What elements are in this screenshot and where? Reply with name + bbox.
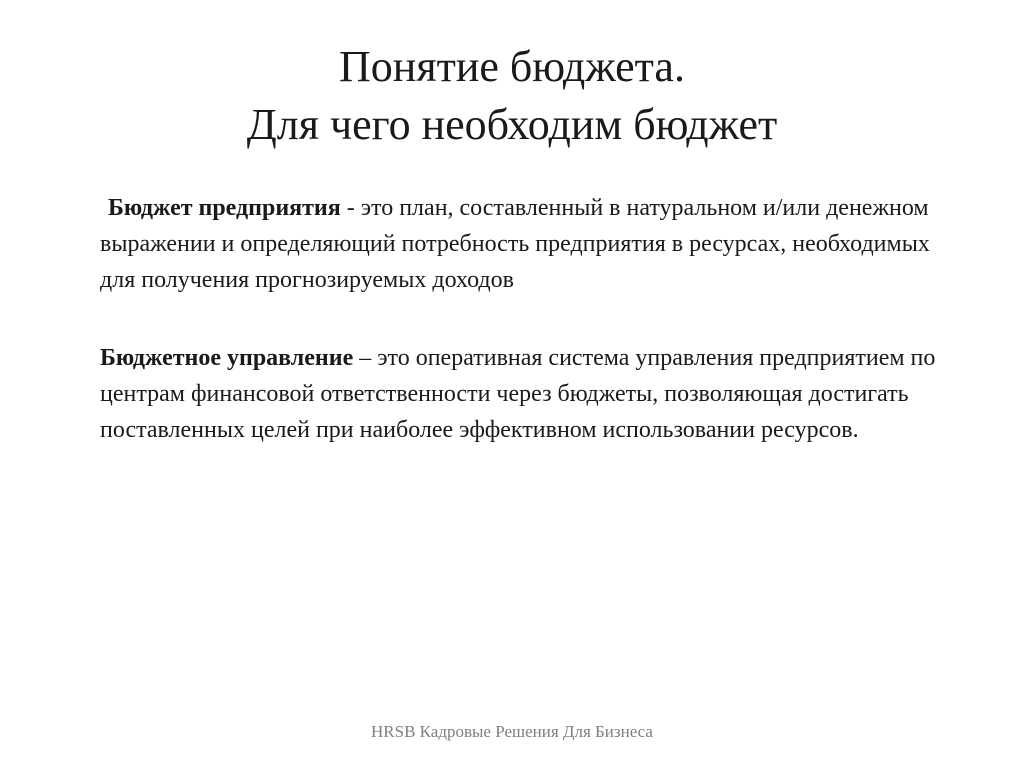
term-budget: Бюджет предприятия <box>108 195 341 221</box>
term-budget-management: Бюджетное управление <box>100 345 354 371</box>
definition-paragraph-budget-management <box>100 340 960 448</box>
definition-paragraph-budget <box>100 190 960 298</box>
definition-text-budget-management: – это оперативная система управления предприятием по центрам финансовой ответственности через бюджеты, позволяющая достигать поставленных целей при наиболее эффективном использовании ресурсов. <box>100 345 936 443</box>
slide-title-line-1: Понятие бюджета. <box>339 42 685 91</box>
slide-title <box>0 38 1024 154</box>
slide-title-line-2: Для чего необходим бюджет <box>246 100 778 149</box>
definition-text-budget: - это план, составленный в натуральном и/или денежном выражении и определяющий потребность предприятия в ресурсах, необходимых для получения прогнозируемых доходов <box>100 195 930 293</box>
slide-footer: HRSB Кадровые Решения Для Бизнеса <box>371 722 653 741</box>
